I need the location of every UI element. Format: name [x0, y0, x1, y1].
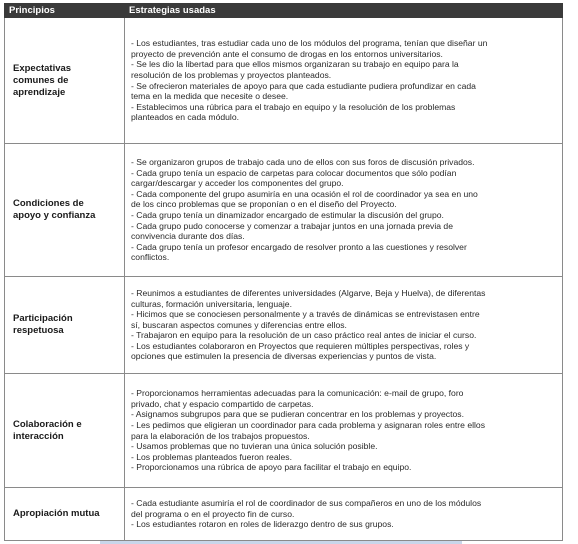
strategy-line: del programa o en el proyecto fin de curso. — [131, 508, 295, 519]
strategy-line: - Asignamos subgrupos para que se pudieran concentrar en los problemas y proyectos. — [131, 409, 464, 420]
strategy-line: - Cada grupo tenía un espacio de carpetas para colocar documentos que sólo podían — [131, 167, 457, 178]
principle-cell — [5, 374, 125, 488]
principle-line: Colaboración e — [13, 418, 82, 430]
strategies-cell — [125, 488, 563, 541]
strategy-line: - Cada grupo pudo conocerse y comenzar a trabajar juntos en una jornada previa de — [131, 220, 453, 231]
header-strategies: Estrategias usadas — [125, 4, 563, 18]
strategies-cell — [125, 277, 563, 374]
principle-cell — [5, 488, 125, 541]
strategy-line: planteados en cada módulo. — [131, 112, 239, 123]
principle-line: Apropiación mutua — [13, 508, 100, 519]
strategy-line: tema en la medida que necesite o desee. — [131, 91, 289, 102]
strategy-line: - Cada estudiante asumiría el rol de coordinador de sus compañeros en uno de los módulos — [131, 498, 482, 509]
strategy-line: de los cinco problemas que se proponían o en el diseño del Proyecto. — [131, 199, 397, 210]
strategy-line: - Se ofrecieron materiales de apoyo para que cada estudiante pudiera profundizar en cada — [131, 80, 476, 91]
table-row — [5, 488, 563, 541]
principle-line: interacción — [13, 430, 64, 442]
principle-line: apoyo y confianza — [13, 210, 96, 221]
table-row — [5, 18, 563, 144]
strategy-line: sí, buscaran aspectos comunes y diferencias entre ellos. — [131, 319, 347, 330]
strategy-line: - Proporcionamos una rúbrica de apoyo para facilitar el trabajo en equipo. — [131, 462, 412, 473]
table-body — [5, 18, 563, 541]
principle-line: Participación — [13, 313, 73, 324]
strategies-cell — [125, 18, 563, 144]
strategy-line: privado, chat y espacio compartido de carpetas. — [131, 398, 314, 409]
table-header-row — [5, 4, 563, 18]
principle-line: comunes de — [13, 74, 69, 86]
table-row — [5, 277, 563, 374]
strategy-line: - Cada componente del grupo asumiría en una ocasión el rol de coordinador ya sea en uno — [131, 188, 478, 199]
principle-line: Expectativas — [13, 62, 72, 74]
strategy-line: - Los estudiantes colaboraron en Proyectos que requieren múltiples perspectivas, roles y — [131, 340, 470, 351]
strategy-line: - Proporcionamos herramientas adecuadas para la comunicación: e-mail de grupo, foro — [131, 388, 464, 399]
strategy-line: proyecto de prevención ante el consumo de drogas en los entornos universitarios. — [131, 48, 443, 59]
strategy-line: cargar/descargar y acceder los componentes del grupo. — [131, 178, 344, 189]
strategy-line: - Usamos problemas que no tuvieran una única solución posible. — [131, 441, 378, 452]
strategy-line: - Los estudiantes, tras estudiar cada uno de los módulos del programa, tenían que diseñar un — [131, 38, 488, 49]
strategy-line: - Hicimos que se conociesen personalmente y a través de dinámicas se entrevistasen entre — [131, 309, 480, 320]
strategy-line: - Los estudiantes rotaron en roles de liderazgo dentro de sus grupos. — [131, 519, 394, 530]
principle-cell — [5, 18, 125, 144]
strategy-line: - Les pedimos que eligieran un coordinador para cada problema y asignaran roles entre ellos — [131, 419, 485, 430]
header-principles: Principios — [5, 4, 125, 18]
strategy-line: - Se les dio la libertad para que ellos mismos organizaran su trabajo en equipo para la — [131, 59, 459, 70]
principles-strategies-table — [4, 3, 563, 541]
principle-line: respetuosa — [13, 325, 64, 336]
principles-strategies-table-container — [4, 3, 562, 541]
strategy-line: - Cada grupo tenía un dinamizador encargado de estimular la discusión del grupo. — [131, 210, 444, 220]
table-row — [5, 144, 563, 277]
strategy-line: para la elaboración de los trabajos propuestos. — [131, 430, 310, 441]
principle-line: Condiciones de — [13, 198, 84, 209]
strategy-line: - Reunimos a estudiantes de diferentes universidades (Algarve, Beja y Huelva), de diferentas — [131, 287, 486, 298]
strategies-cell — [125, 374, 563, 488]
strategy-line: resolución de los problemas y proyectos planteados. — [131, 69, 332, 80]
strategy-line: conflictos. — [131, 252, 170, 263]
strategy-line: - Los problemas planteados fueron reales. — [131, 451, 292, 462]
strategy-line: - Establecimos una rúbrica para el trabajo en equipo y la resolución de los problemas — [131, 101, 456, 112]
strategy-line: - Trabajaron en equipo para la resolución de un caso práctico real antes de iniciar el curso. — [131, 330, 477, 341]
strategy-line: - Cada grupo tenía un profesor encargado de resolver pronto a las cuestiones y resolver — [131, 241, 467, 252]
principle-cell — [5, 144, 125, 277]
strategy-line: convivencia durante dos días. — [131, 231, 245, 242]
strategy-line: culturas, formación universitaria, lenguaje. — [131, 298, 292, 309]
principle-line: aprendizaje — [13, 86, 66, 98]
principle-cell — [5, 277, 125, 374]
strategy-line: opciones que estimulen la presencia de diversas experiencias y puntos de vista. — [131, 351, 437, 362]
strategy-line: - Se organizaron grupos de trabajo cada uno de ellos con sus foros de discusión privados. — [131, 157, 475, 168]
strategies-cell — [125, 144, 563, 277]
table-row — [5, 374, 563, 488]
